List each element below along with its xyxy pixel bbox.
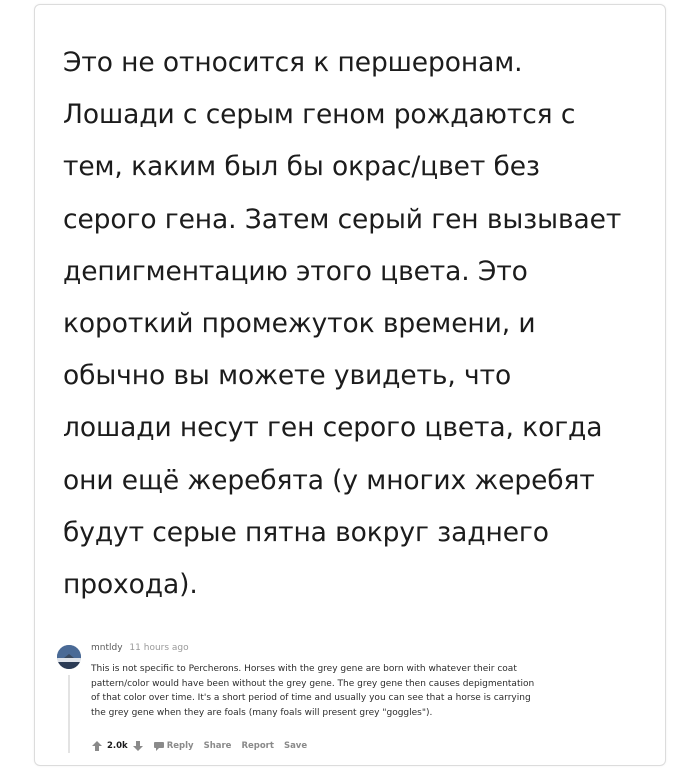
translation-line: лошади несут ген серого цвета, когда [63, 412, 603, 444]
original-comment [57, 641, 647, 761]
report-button[interactable]: Report [241, 741, 274, 751]
translation-line: обычно вы можете увидеть, что [63, 360, 512, 392]
share-button[interactable]: Share [203, 741, 232, 751]
translation-line: тем, каким был бы окрас/цвет без [63, 151, 540, 183]
avatar-icon[interactable] [57, 645, 81, 669]
translation-line: Это не относится к першеронам. [63, 47, 523, 78]
speech-bubble-icon [154, 742, 164, 751]
vote-score: 2.0k [107, 741, 128, 751]
reply-button[interactable] [154, 741, 194, 751]
translation-line: серого гена. Затем серый ген вызывает [63, 203, 622, 235]
comment-line: pattern/color would have been without the grey gene. The grey gene then causes depigmentation [91, 678, 535, 689]
translation-line: они ещё жеребята (у многих жеребят [63, 464, 595, 496]
arrow-up-icon[interactable] [91, 740, 103, 752]
translation-line: депигментацию этого цвета. Это [63, 255, 528, 287]
thread-line[interactable] [68, 675, 70, 753]
translation-line: Лошади с серым геном рождаются с [63, 99, 576, 131]
reply-label: Reply [166, 741, 194, 751]
comment-body [91, 662, 619, 720]
translated-comment-text [63, 37, 648, 611]
translation-line: прохода). [63, 569, 198, 601]
post-card [34, 4, 666, 766]
save-button[interactable]: Save [283, 741, 308, 751]
comment-actions [91, 740, 307, 752]
translation-line: короткий промежуток времени, и [63, 308, 536, 340]
translation-line: будут серые пятна вокруг заднего [63, 516, 549, 548]
comment-line: This is not specific to Percherons. Horses with the grey gene are born with whatever their coat [91, 664, 517, 674]
comment-meta [91, 643, 189, 653]
username[interactable]: mntldy [91, 643, 123, 653]
comment-line: the grey gene when they are foals (many foals will present grey "goggles"). [91, 707, 433, 718]
arrow-down-icon[interactable] [132, 740, 144, 752]
comment-line: of that color over time. It's a short period of time and usually you can see that a horse is carrying [91, 693, 531, 704]
timestamp: 11 hours ago [129, 643, 189, 653]
